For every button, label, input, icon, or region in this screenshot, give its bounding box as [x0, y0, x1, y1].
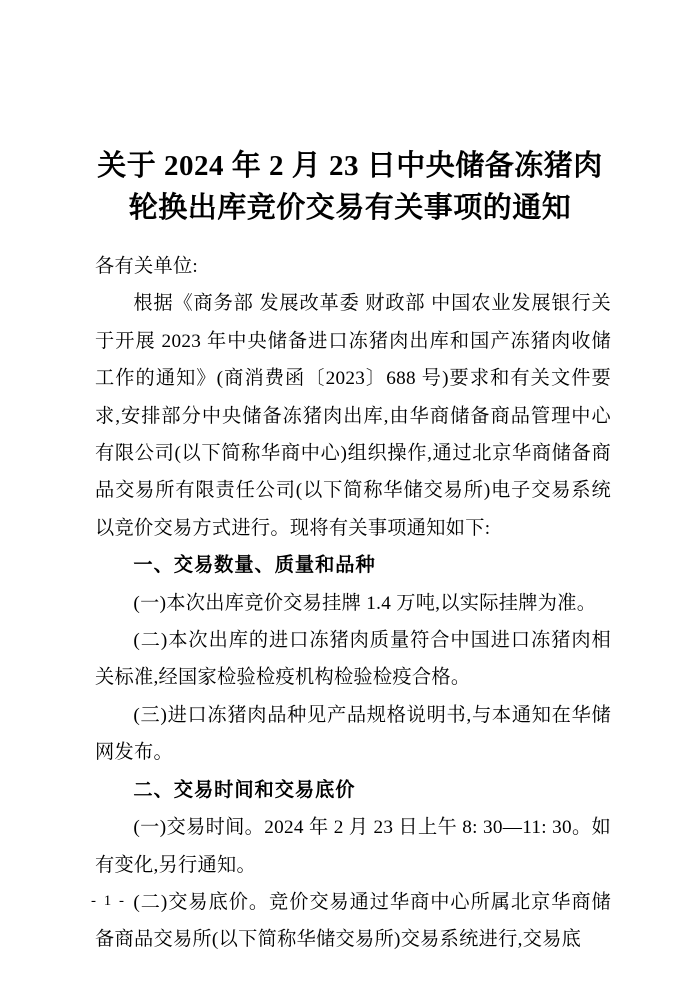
section-2-item-2: (二)交易底价。竞价交易通过华商中心所属北京华商储备商品交易所(以下简称华储交易所)交易系统进行,交易底	[95, 891, 611, 951]
salutation: 各有关单位:	[95, 256, 199, 277]
intro-paragraph: 根据《商务部 发展改革委 财政部 中国农业发展银行关于开展 2023 年中央储备进口冻猪肉出库和国产冻猪肉收储工作的通知》(商消费函〔2023〕688 号)要求和有关文件要求,安排部分中央储备冻猪肉出库,由华商储备商品管理中心有限公司(以下简称华商中心)组织操作,通过北京华商储备商品交易所有限责任公司(以下简称华储交易所)电子交易系统以竞价交易方式进行。现将有关事项通知如下:	[95, 293, 611, 539]
section-1-item-3: (三)进口冻猪肉品种见产品规格说明书,与本通知在华储网发布。	[95, 704, 611, 764]
document-title-line-2: 轮换出库竞价交易有关事项的通知	[128, 192, 572, 224]
section-1-heading: 一、交易数量、质量和品种	[133, 555, 376, 577]
document-body	[95, 248, 611, 959]
section-1-item-2: (二)本次出库的进口冻猪肉质量符合中国进口冻猪肉相关标准,经国家检验检疫机构检验检疫合格。	[95, 630, 611, 689]
document-title-line-1: 关于 2024 年 2 月 23 日中央储备冻猪肉	[97, 150, 603, 182]
section-1-item-1: (一)本次出库竞价交易挂牌 1.4 万吨,以实际挂牌为准。	[133, 592, 597, 614]
section-2-heading: 二、交易时间和交易底价	[133, 779, 356, 801]
section-2-item-1: (一)交易时间。2024 年 2 月 23 日上午 8: 30—11: 30。如有变化,另行通知。	[95, 817, 611, 876]
document-title	[40, 145, 660, 229]
page-number: - 1 -	[91, 893, 126, 909]
